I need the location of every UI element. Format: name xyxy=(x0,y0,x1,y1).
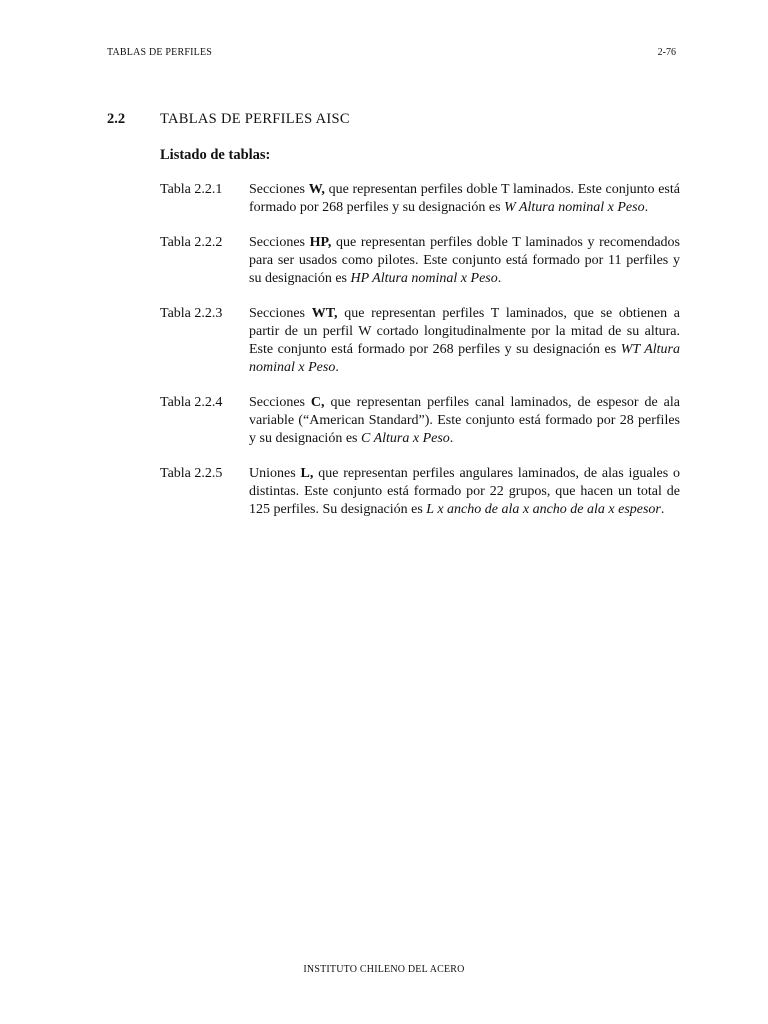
table-label: Tabla 2.2.4 xyxy=(160,395,223,410)
description-lead: Secciones xyxy=(249,182,309,197)
designation: W Altura nominal x Peso xyxy=(504,200,645,215)
description-lead: Secciones xyxy=(249,306,312,321)
description-body: que representan perfiles T laminados, que se obtienen a partir de un perfil W cortado longitudinalmente por la mitad de su altura. Este conjunto está formado por 268 perfiles y su designación es xyxy=(249,306,680,357)
description-lead: Secciones xyxy=(249,395,311,410)
section-title: TABLAS DE PERFILES AISC xyxy=(160,111,350,127)
list-item xyxy=(160,394,680,448)
page-footer: INSTITUTO CHILENO DEL ACERO xyxy=(303,964,465,975)
table-label: Tabla 2.2.5 xyxy=(160,466,223,481)
description-end: . xyxy=(660,502,665,517)
designation: L x ancho de ala x ancho de ala x espesor xyxy=(426,502,661,517)
description-body: que representan perfiles canal laminados, de espesor de ala variable (“American Standard”). Este conjunto está formado por 28 perfiles y su designación es xyxy=(249,395,680,446)
table-description xyxy=(249,234,680,288)
section-code: WT, xyxy=(311,306,338,321)
section-code: HP, xyxy=(309,235,332,250)
table-label: Tabla 2.2.3 xyxy=(160,306,223,321)
description-end: . xyxy=(335,360,339,375)
description-end: . xyxy=(644,200,649,215)
list-item xyxy=(160,234,680,288)
description-end: . xyxy=(497,271,502,286)
table-label: Tabla 2.2.2 xyxy=(160,235,223,250)
description-end: . xyxy=(449,431,454,446)
table-description xyxy=(249,394,680,448)
section-code: W, xyxy=(308,182,325,197)
description-body: que representan perfiles doble T laminados. Este conjunto está formado por 268 perfiles y su designación es xyxy=(249,182,680,215)
table-description xyxy=(249,465,680,519)
list-item xyxy=(160,465,680,519)
designation: C Altura x Peso xyxy=(360,431,450,446)
section-code: L, xyxy=(300,466,314,481)
list-item xyxy=(160,305,680,377)
running-header-title: TABLAS DE PERFILES xyxy=(107,47,213,58)
section-code: C, xyxy=(310,395,325,410)
description-body: que representan perfiles doble T laminados y recomendados para ser usados como pilotes. Este conjunto está formado por 11 perfiles y su designación es xyxy=(249,235,681,286)
table-list xyxy=(160,181,680,536)
designation: HP Altura nominal x Peso xyxy=(350,271,498,286)
description-body: que representan perfiles angulares laminados, de alas iguales o distintas. Este conjunto está formado por 22 grupos, que hacen un total de 125 perfiles. Su designación es xyxy=(249,466,680,517)
designation: WT Altura nominal x Peso xyxy=(249,342,680,375)
list-item xyxy=(160,181,680,217)
description-lead: Uniones xyxy=(249,466,301,481)
description-lead: Secciones xyxy=(249,235,310,250)
section-number: 2.2 xyxy=(107,111,126,127)
page-number: 2-76 xyxy=(657,47,676,58)
table-description xyxy=(249,181,680,217)
list-heading: Listado de tablas: xyxy=(160,147,271,163)
table-description xyxy=(249,305,680,377)
table-label: Tabla 2.2.1 xyxy=(160,182,223,197)
